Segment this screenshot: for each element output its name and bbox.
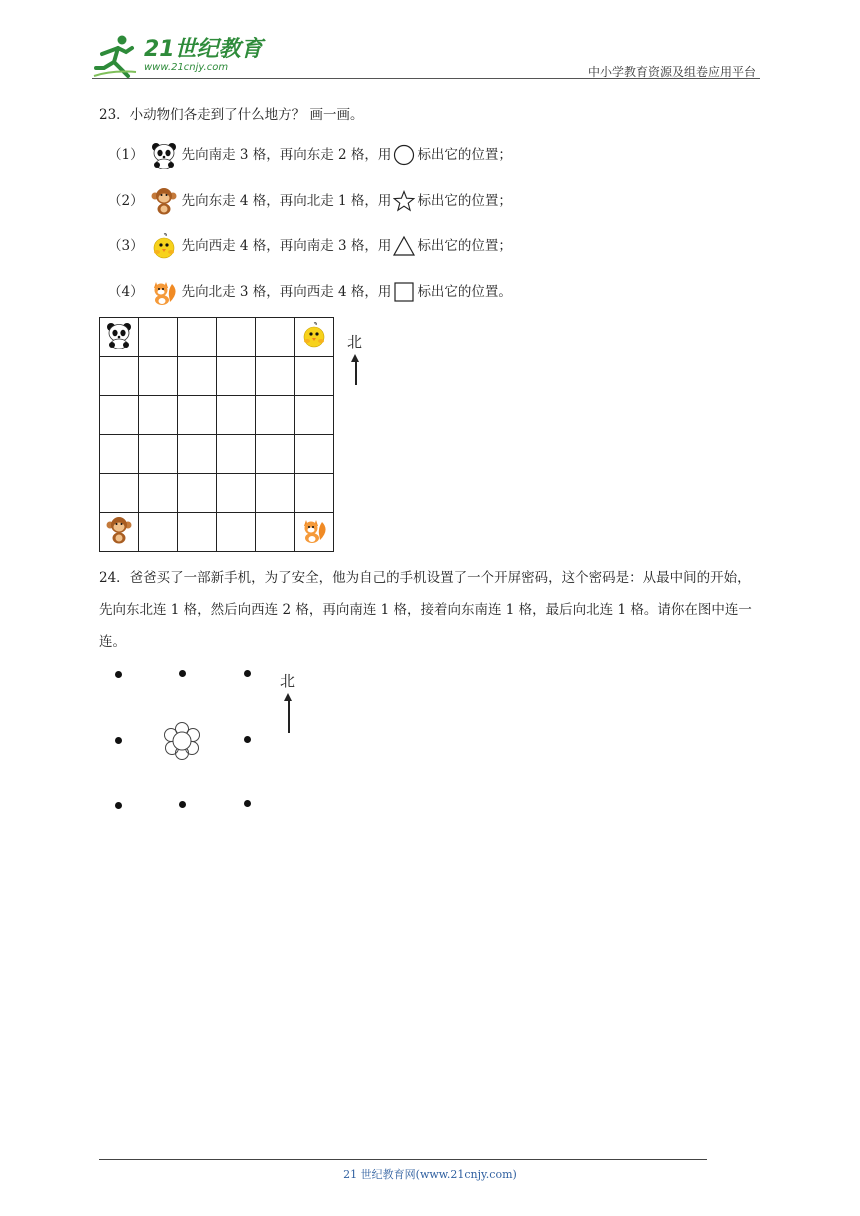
grid-cell[interactable] [256, 513, 295, 552]
item-number: （4） [108, 284, 144, 300]
grid-cell[interactable] [139, 396, 178, 435]
grid-cell[interactable] [217, 318, 256, 357]
grid-cell[interactable] [139, 513, 178, 552]
question-23-item-4 [108, 278, 512, 306]
item-suffix: 标出它的位置； [417, 147, 512, 163]
item-instruction: 先向南走 3 格，再向东走 2 格，用 [181, 147, 392, 163]
grid-cell[interactable] [295, 357, 334, 396]
grid-row [100, 318, 334, 357]
grid-row [100, 513, 334, 552]
grid-cell[interactable] [256, 474, 295, 513]
monkey-icon [150, 187, 178, 215]
grid-cell[interactable] [139, 435, 178, 474]
grid-cell[interactable] [100, 396, 139, 435]
item-suffix: 标出它的位置； [417, 238, 512, 254]
item-instruction: 先向西走 4 格，再向南走 3 格，用 [181, 238, 392, 254]
item-instruction: 先向东走 4 格，再向北走 1 格，用 [181, 193, 392, 209]
grid-cell[interactable] [295, 513, 334, 552]
chick-icon [150, 232, 178, 260]
grid-cell[interactable] [217, 396, 256, 435]
grid-cell[interactable] [139, 357, 178, 396]
grid-table [99, 317, 334, 552]
item-number: （3） [108, 238, 144, 254]
circle-icon [393, 144, 415, 166]
grid-cell[interactable] [139, 318, 178, 357]
star-icon [393, 190, 415, 212]
grid-cell[interactable] [256, 435, 295, 474]
north-label: 北 [280, 672, 296, 690]
monkey-icon [105, 516, 133, 544]
dot[interactable] [115, 737, 122, 744]
dot[interactable] [244, 736, 251, 743]
item-suffix: 标出它的位置； [417, 193, 512, 209]
grid-cell[interactable] [100, 474, 139, 513]
square-icon [393, 281, 415, 303]
item-instruction: 先向北走 3 格，再向西走 4 格，用 [181, 284, 392, 300]
item-number: （1） [108, 147, 144, 163]
grid-cell[interactable] [100, 513, 139, 552]
grid-cell[interactable] [217, 357, 256, 396]
triangle-icon [393, 235, 415, 257]
chick-icon [300, 321, 328, 349]
grid-cell[interactable] [217, 513, 256, 552]
footer-text: 21 世纪教育网(www.21cnjy.com) [343, 1168, 517, 1181]
item-suffix: 标出它的位置。 [417, 284, 512, 300]
dot[interactable] [244, 800, 251, 807]
grid-cell[interactable] [256, 318, 295, 357]
grid-cell[interactable] [178, 474, 217, 513]
dot[interactable] [179, 670, 186, 677]
panda-icon [105, 321, 133, 349]
north-arrow-icon [355, 361, 357, 385]
grid-cell[interactable] [295, 435, 334, 474]
dot[interactable] [179, 801, 186, 808]
runner-logo-icon [92, 34, 142, 78]
grid-cell[interactable] [139, 474, 178, 513]
grid-cell[interactable] [178, 513, 217, 552]
question-23-item-3 [108, 232, 512, 260]
grid-cell[interactable] [178, 396, 217, 435]
dot[interactable] [115, 802, 122, 809]
grid-cell[interactable] [256, 357, 295, 396]
grid-cell[interactable] [295, 396, 334, 435]
direction-grid [99, 317, 334, 552]
logo [92, 34, 262, 78]
north-label: 北 [347, 333, 363, 351]
grid-cell[interactable] [295, 474, 334, 513]
grid-cell[interactable] [100, 357, 139, 396]
grid-cell[interactable] [100, 318, 139, 357]
grid-row [100, 357, 334, 396]
north-arrow-icon [288, 700, 290, 733]
grid-row [100, 474, 334, 513]
question-23-item-1 [108, 141, 512, 169]
grid-cell[interactable] [178, 435, 217, 474]
grid-cell[interactable] [295, 318, 334, 357]
header-divider [92, 78, 760, 79]
grid-cell[interactable] [256, 396, 295, 435]
dot[interactable] [115, 671, 122, 678]
grid-cell[interactable] [217, 435, 256, 474]
question-24-text: 24．爸爸买了一部新手机，为了安全，他为自己的手机设置了一个开屏密码，这个密码是：从最中间的开始，先向东北连 1 格，然后向西连 2 格，再向南连 1 格，接着向东南连 1 格，最后向北连 1 格。请你在图中连一连。 [99, 570, 752, 650]
header-platform-text: 中小学教育资源及组卷应用平台 [587, 65, 756, 79]
grid-cell[interactable] [178, 318, 217, 357]
logo-text: 21世纪教育 [144, 37, 263, 62]
logo-url: www.21cnjy.com [144, 62, 229, 73]
question-23-title: 23．小动物们各走到了什么地方？ 画一画。 [99, 107, 364, 123]
grid-cell[interactable] [178, 357, 217, 396]
grid-cell[interactable] [100, 435, 139, 474]
grid-cell[interactable] [217, 474, 256, 513]
footer-divider [99, 1159, 707, 1160]
page-header [92, 30, 760, 78]
grid-row [100, 435, 334, 474]
panda-icon [150, 141, 178, 169]
item-number: （2） [108, 193, 144, 209]
squirrel-icon [150, 278, 178, 306]
squirrel-icon [300, 516, 328, 544]
question-23-item-2 [108, 187, 512, 215]
dot[interactable] [244, 670, 251, 677]
flower-icon[interactable] [161, 721, 203, 761]
grid-row [100, 396, 334, 435]
